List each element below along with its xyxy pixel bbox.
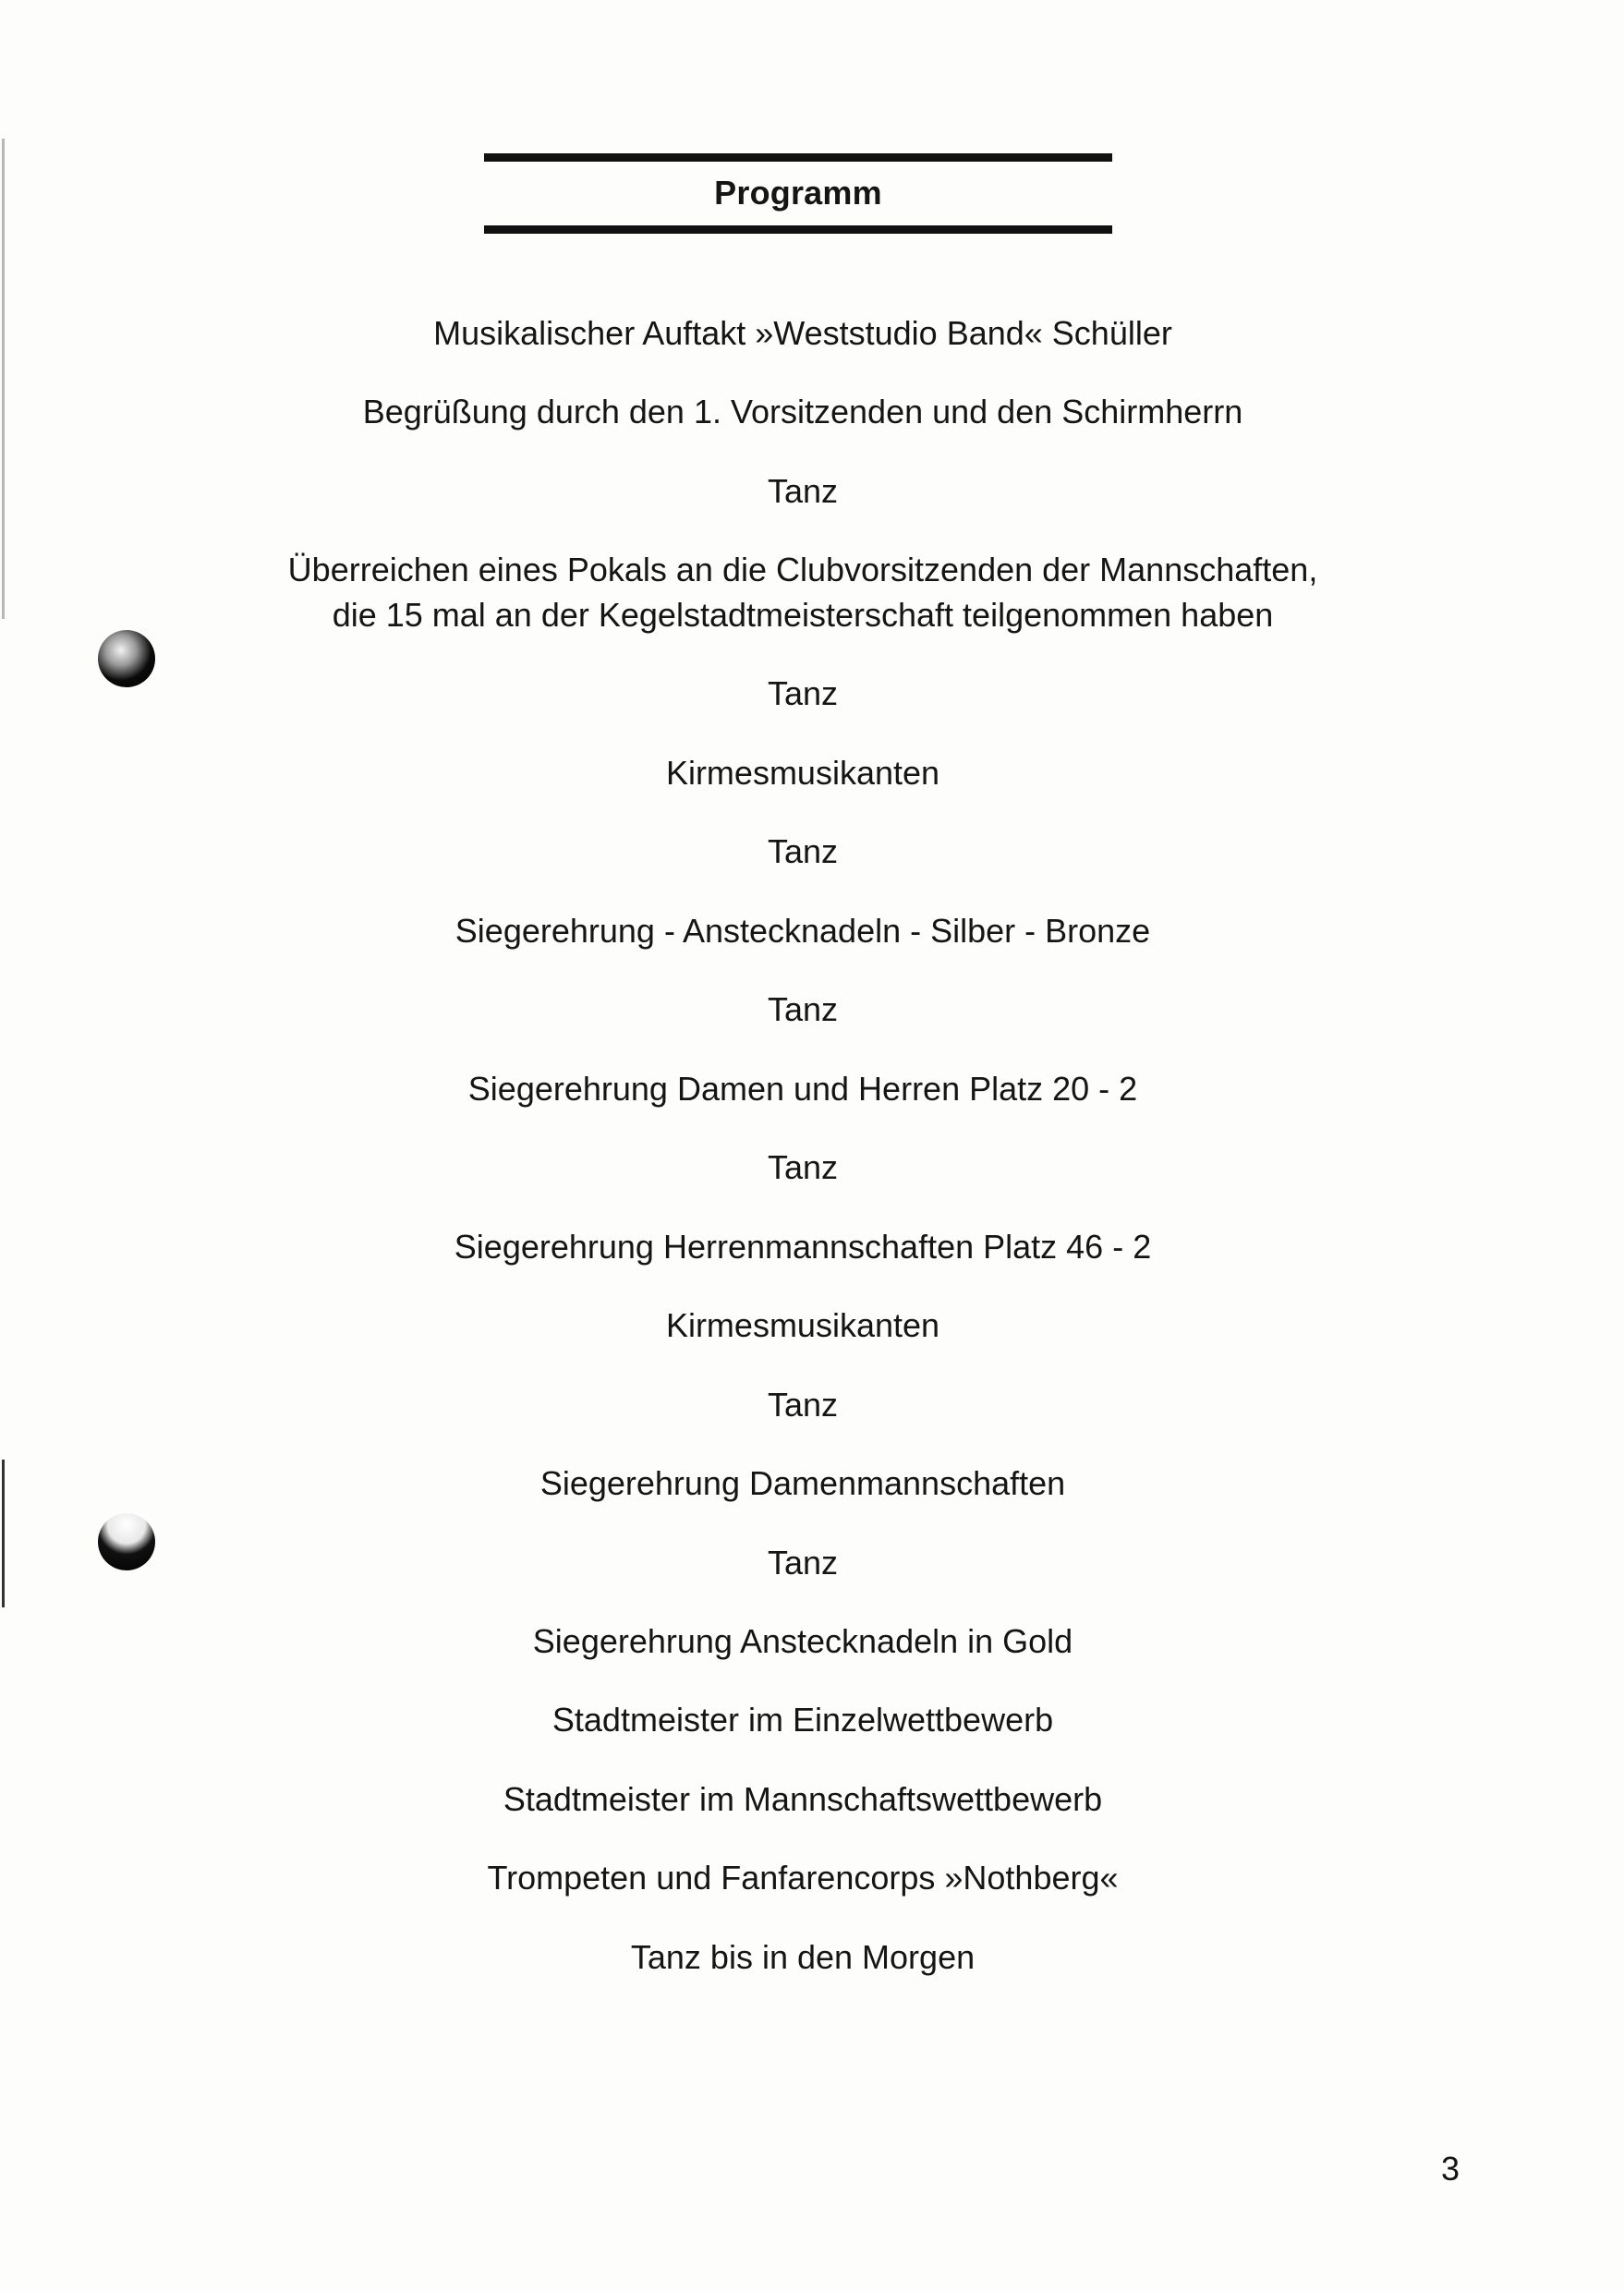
- page-title: Programm: [714, 174, 882, 212]
- program-item: Tanz bis in den Morgen: [630, 1938, 976, 1976]
- program-item: Tanz: [767, 472, 839, 510]
- title-rule-top: [484, 153, 1112, 162]
- program-item: Tanz: [767, 1148, 839, 1186]
- program-item: Tanz: [767, 832, 839, 870]
- program-item: Kirmesmusikanten: [665, 754, 940, 792]
- program-item: Tanz: [767, 1386, 839, 1424]
- program-item: Überreichen eines Pokals an die Clubvorsitzenden der Mannschaften,: [287, 551, 1318, 588]
- program-item: Siegerehrung Herrenmannschaften Platz 46 - 2: [454, 1228, 1152, 1266]
- program-item: Stadtmeister im Einzelwettbewerb: [551, 1701, 1054, 1739]
- binding-edge-mark: [2, 139, 5, 619]
- punch-hole: [98, 630, 155, 687]
- program-item: Kirmesmusikanten: [665, 1306, 940, 1344]
- title-block: [484, 153, 1112, 238]
- binding-edge-mark: [2, 1460, 5, 1607]
- program-item: Begrüßung durch den 1. Vorsitzenden und den Schirmherrn: [362, 393, 1243, 430]
- program-item: Trompeten und Fanfarencorps »Nothberg«: [487, 1859, 1119, 1897]
- program-item: Stadtmeister im Mannschaftswettbewerb: [503, 1780, 1103, 1818]
- page-number: 3: [1440, 2150, 1460, 2188]
- program-item: Tanz: [767, 674, 839, 712]
- program-item: Musikalischer Auftakt »Weststudio Band« Schüller: [433, 314, 1172, 352]
- program-item: Siegerehrung Anstecknadeln in Gold: [532, 1622, 1073, 1660]
- punch-hole: [98, 1513, 155, 1570]
- title-rule-bottom: [484, 225, 1112, 234]
- program-item: Siegerehrung Damenmannschaften: [539, 1464, 1066, 1502]
- program-item: Siegerehrung Damen und Herren Platz 20 - 2: [467, 1070, 1138, 1108]
- program-item: Tanz: [767, 990, 839, 1028]
- program-item: Tanz: [767, 1544, 839, 1582]
- program-item: Siegerehrung - Anstecknadeln - Silber - Bronze: [454, 912, 1151, 950]
- program-item: die 15 mal an der Kegelstadtmeisterschaft teilgenommen haben: [332, 596, 1274, 634]
